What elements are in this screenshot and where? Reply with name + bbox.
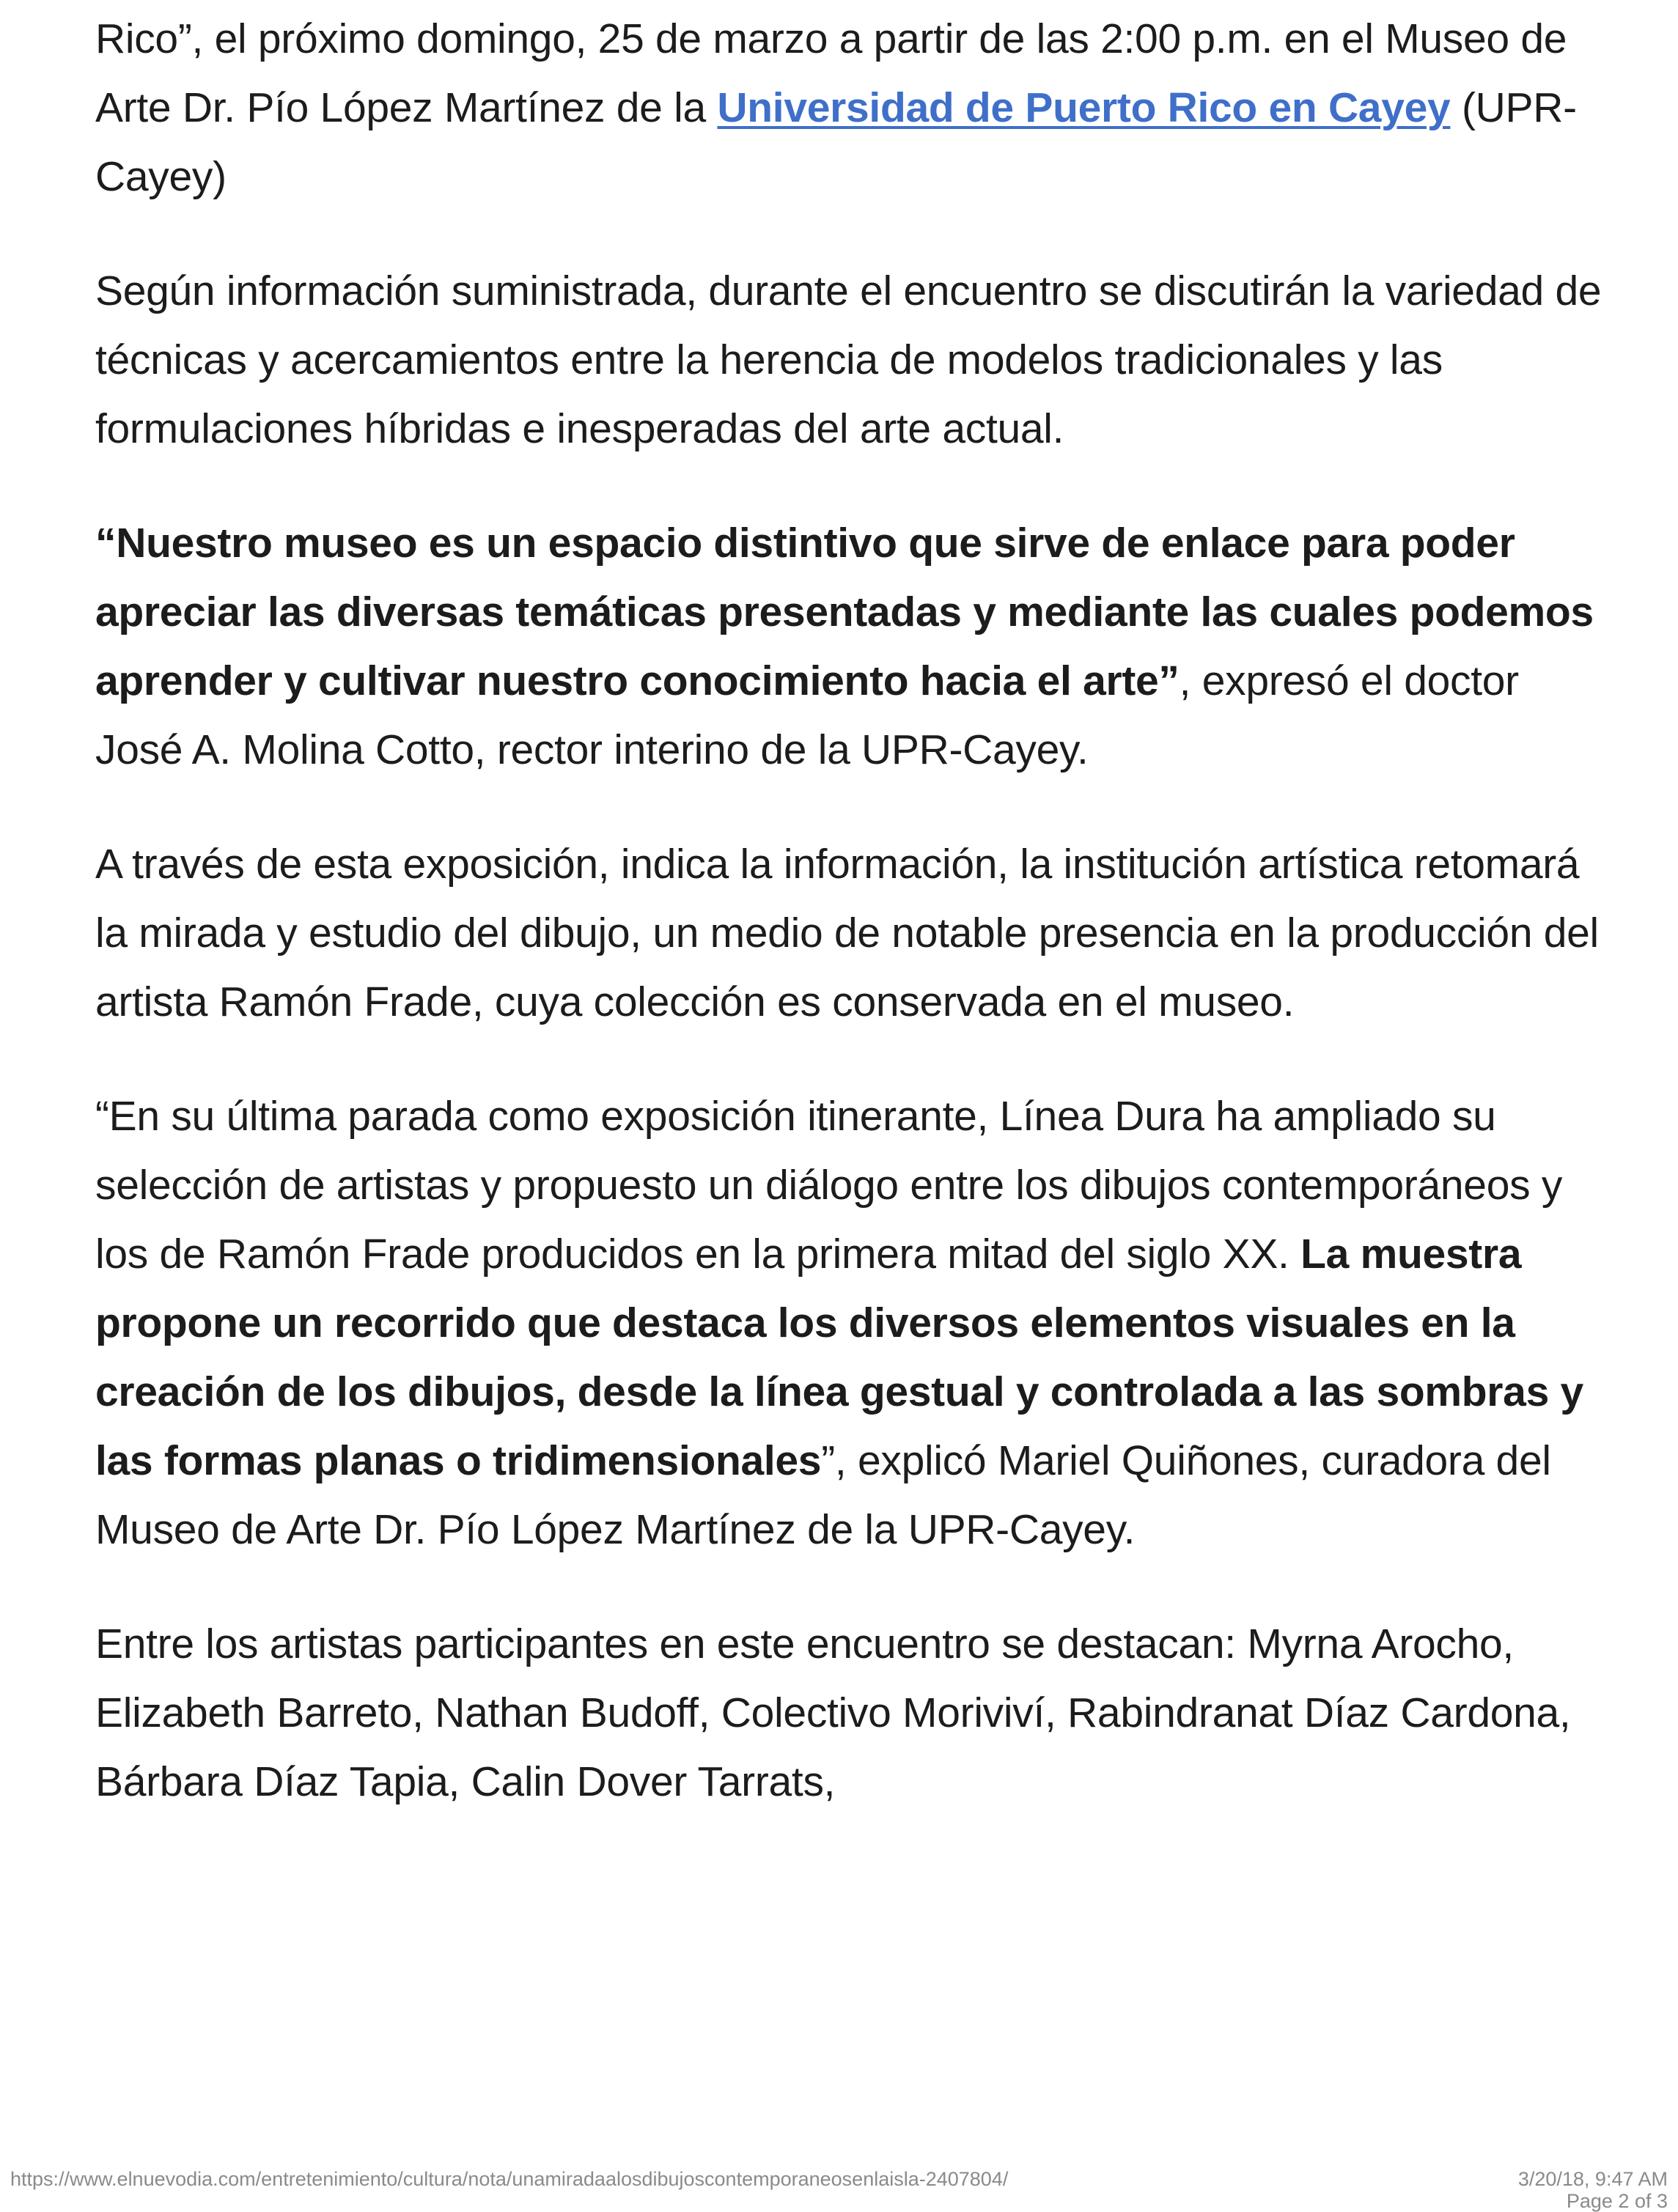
paragraph-text: Rico”, el próximo domingo, 25 de marzo a partir de las 2:00 p.m. en el Museo de Arte Dr. Pío López Martínez de la (95, 15, 1567, 131)
paragraph-text: “En su última parada como exposición itinerante, Línea Dura ha ampliado su selección de artistas y propuesto un diálogo entre los dibujos contemporáneos y los de Ramón Frade producidos en la primera mitad del siglo XX. (95, 1093, 1563, 1278)
paragraph-rector-quote (95, 509, 1605, 784)
upr-cayey-link[interactable]: Universidad de Puerto Rico en Cayey (717, 84, 1451, 131)
bold-quote: “Nuestro museo es un espacio distintivo que sirve de enlace para poder apreciar las diversas temáticas presentadas y mediante las cuales podemos aprender y cultivar nuestro conocimiento hacia el arte” (95, 520, 1594, 704)
article-body (95, 4, 1605, 1862)
footer-meta (1518, 2168, 1668, 2212)
paragraph-exhibition: A través de esta exposición, indica la información, la institución artística retomará la mirada y estudio del dibujo, un medio de notable presencia en la producción del artista Ramón Frade, cuya colección es conservada en el museo. (95, 841, 1599, 1025)
paragraph-text: , expresó el doctor José A. Molina Cotto, rector interino de la UPR-Cayey. (95, 657, 1519, 773)
footer-url: https://www.elnuevodia.com/entretenimiento/cultura/nota/unamiradaalosdibujoscontemporaneosenlaisla-2407804/ (10, 2168, 1009, 2190)
bold-quote: La muestra propone un recorrido que destaca los diversos elementos visuales en la creación de los dibujos, desde la línea gestual y controlada a las sombras y las formas planas o tridimensionales (95, 1231, 1583, 1484)
paragraph-text: (UPR-Cayey) (95, 84, 1577, 200)
paragraph-curator-quote (95, 1082, 1605, 1564)
paragraph-text: ”, explicó Mariel Quiñones, curadora del Museo de Arte Dr. Pío López Martínez de la UPR-Cayey. (95, 1437, 1551, 1553)
footer-page-number: Page 2 of 3 (1566, 2190, 1668, 2212)
paragraph-artists: Entre los artistas participantes en este encuentro se destacan: Myrna Arocho, Elizabeth Barreto, Nathan Budoff, Colectivo Moriviví, Rabindranat Díaz Cardona, Bárbara Díaz Tapia, Calin Dover Tarrats, (95, 1621, 1571, 1805)
paragraph-event-location (95, 4, 1605, 211)
footer-timestamp: 3/20/18, 9:47 AM (1517, 2168, 1668, 2190)
paragraph-discussion: Según información suministrada, durante el encuentro se discutirán la variedad de técnicas y acercamientos entre la herencia de modelos tradicionales y las formulaciones híbridas e inesperadas del arte actual. (95, 268, 1602, 452)
